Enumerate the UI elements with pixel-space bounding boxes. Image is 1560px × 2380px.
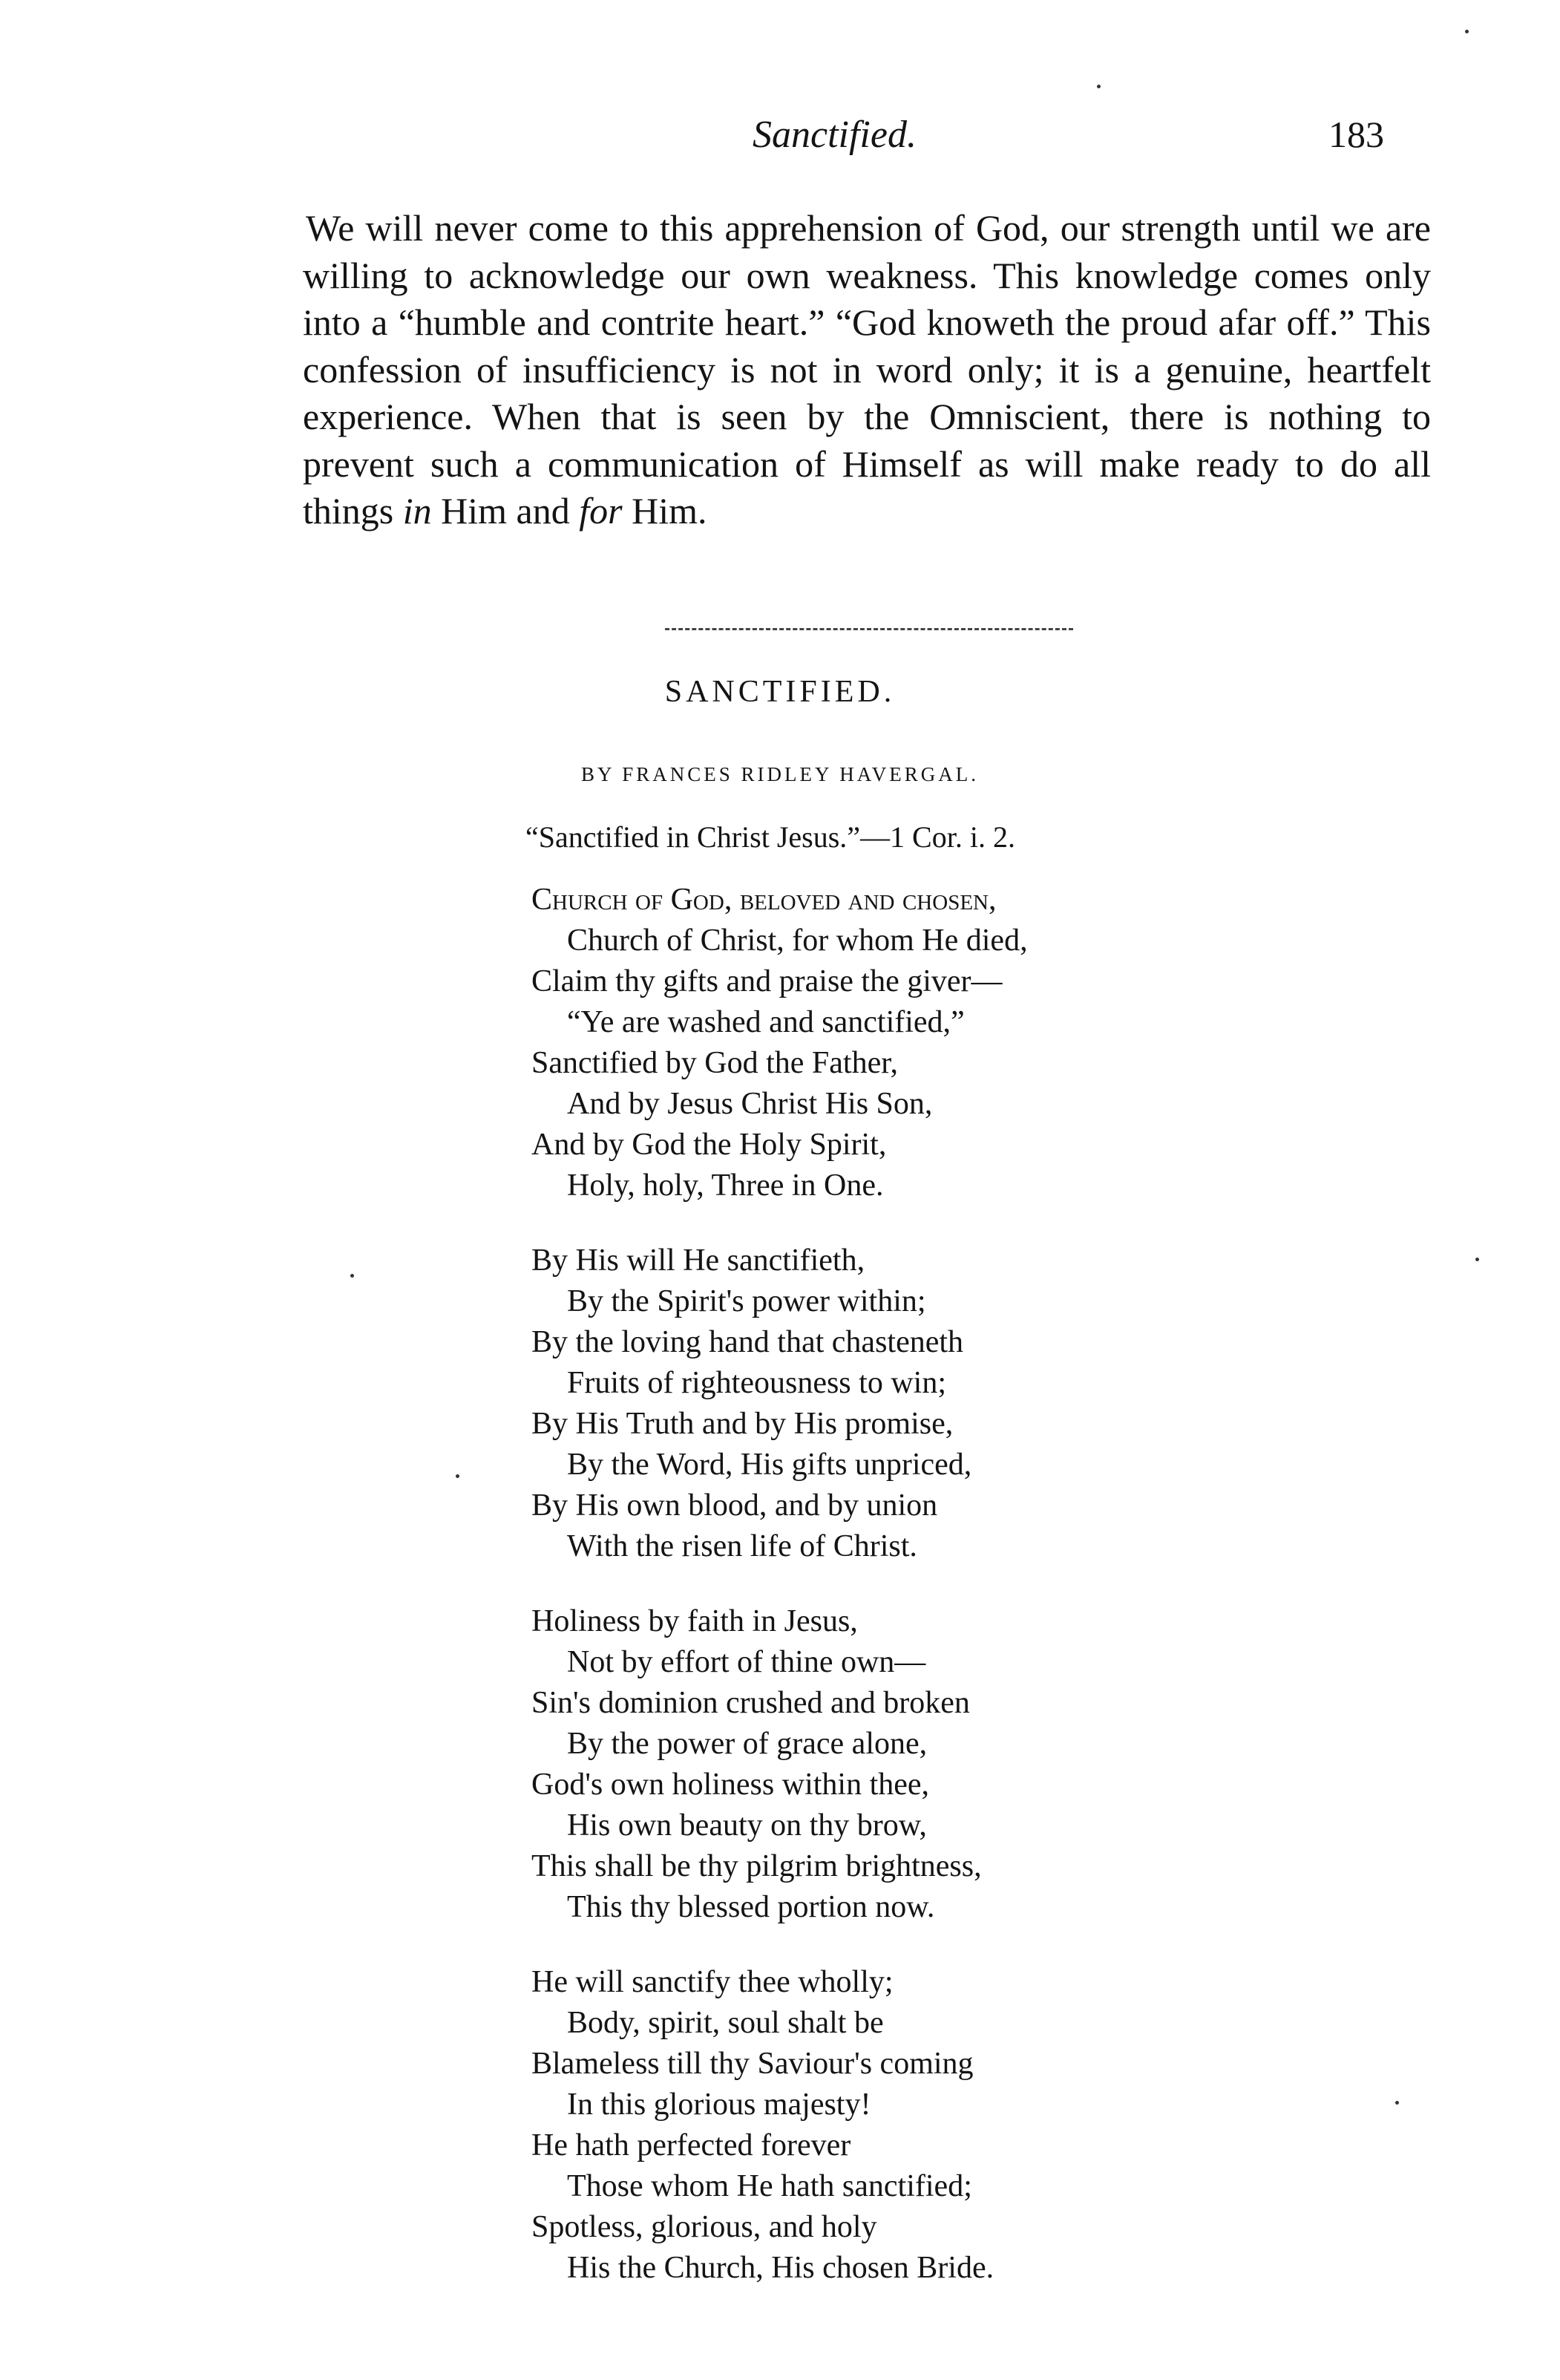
poem-line: This shall be thy pilgrim brightness,	[531, 1849, 982, 1883]
page-number: 183	[1328, 114, 1384, 155]
poem-line: Those whom He hath sanctified;	[567, 2169, 972, 2203]
poem-title: SANCTIFIED.	[664, 675, 896, 709]
poem-line: By the power of grace alone,	[567, 1727, 928, 1761]
poem-line: By the Spirit's power within;	[567, 1284, 926, 1318]
print-speck	[1475, 1258, 1479, 1261]
poem-line: And by Jesus Christ His Son,	[567, 1087, 933, 1121]
poem-stanza	[531, 1240, 1028, 1567]
prose-paragraph	[303, 205, 1431, 535]
poem-stanza	[531, 1601, 1028, 1928]
poem-body	[531, 880, 1028, 2323]
poem-line: He will sanctify thee wholly;	[531, 1965, 894, 1999]
poem-epigraph: “Sanctified in Christ Jesus.”—1 Cor. i. 2.	[525, 820, 1015, 854]
poem-line: Holiness by faith in Jesus,	[531, 1604, 858, 1638]
poem-line: His the Church, His chosen Bride.	[567, 2251, 994, 2285]
poem-author: BY FRANCES RIDLEY HAVERGAL.	[580, 763, 980, 785]
poem-line: He hath perfected forever	[531, 2128, 851, 2162]
paragraph-italic-for: for	[579, 490, 623, 532]
page-header	[0, 113, 1560, 172]
print-speck	[1395, 2101, 1399, 2105]
poem-line: Holy, holy, Three in One.	[567, 1168, 884, 1203]
poem-line: Spotless, glorious, and holy	[531, 2210, 877, 2244]
paragraph-italic-in: in	[402, 490, 432, 532]
poem-line: With the risen life of Christ.	[567, 1529, 917, 1563]
poem-line: In this glorious majesty!	[567, 2088, 871, 2122]
poem-line: Church of God, beloved and chosen,	[531, 883, 997, 917]
poem-line: By His Truth and by His promise,	[531, 1407, 954, 1441]
poem-stanza	[531, 880, 1028, 1206]
poem-line: By His will He sanctifieth,	[531, 1243, 865, 1278]
poem-line: Blameless till thy Saviour's coming	[531, 2047, 974, 2081]
poem-line: “Ye are washed and sanctified,”	[567, 1005, 965, 1039]
poem-line: Sin's dominion crushed and broken	[531, 1686, 970, 1720]
section-divider	[665, 628, 1073, 630]
running-title: Sanctified.	[753, 114, 917, 156]
poem-line: This thy blessed portion now.	[567, 1890, 935, 1924]
poem-line: By His own blood, and by union	[531, 1488, 938, 1523]
poem-line: God's own holiness within thee,	[531, 1768, 930, 1802]
paragraph-text-run: Him and	[431, 490, 580, 532]
poem-stanza	[531, 1962, 1028, 2289]
print-speck	[1097, 85, 1101, 88]
poem-line: Claim thy gifts and praise the giver—	[531, 964, 1003, 998]
paragraph-text-run: We will never come to this apprehension of God, our strength until we are willing to acknowledge our own weakness. This knowledge comes only into a “humble and contrite heart.” “God knoweth the proud afar off.” This confession of insufficiency is not in word only; it is a genuine, heartfelt experience. When that is seen by the Omniscient, there is nothing to prevent such a communication of Himself as will make ready to do all things	[303, 207, 1431, 532]
poem-line: Church of Christ, for whom He died,	[567, 923, 1028, 958]
poem-line: His own beauty on thy brow,	[567, 1808, 927, 1843]
print-speck	[350, 1274, 354, 1278]
print-speck	[456, 1474, 459, 1478]
poem-line: By the loving hand that chasteneth	[531, 1325, 964, 1359]
paragraph-text	[303, 205, 1431, 535]
poem-line: Fruits of righteousness to win;	[567, 1366, 946, 1400]
paragraph-text-run: Him.	[622, 490, 707, 532]
poem-line: And by God the Holy Spirit,	[531, 1128, 887, 1162]
poem-line: By the Word, His gifts unpriced,	[567, 1448, 972, 1482]
print-speck	[1465, 30, 1469, 33]
poem-line: Body, spirit, soul shalt be	[567, 2006, 884, 2040]
poem-line: Not by effort of thine own—	[567, 1645, 926, 1679]
poem-line: Sanctified by God the Father,	[531, 1046, 899, 1080]
